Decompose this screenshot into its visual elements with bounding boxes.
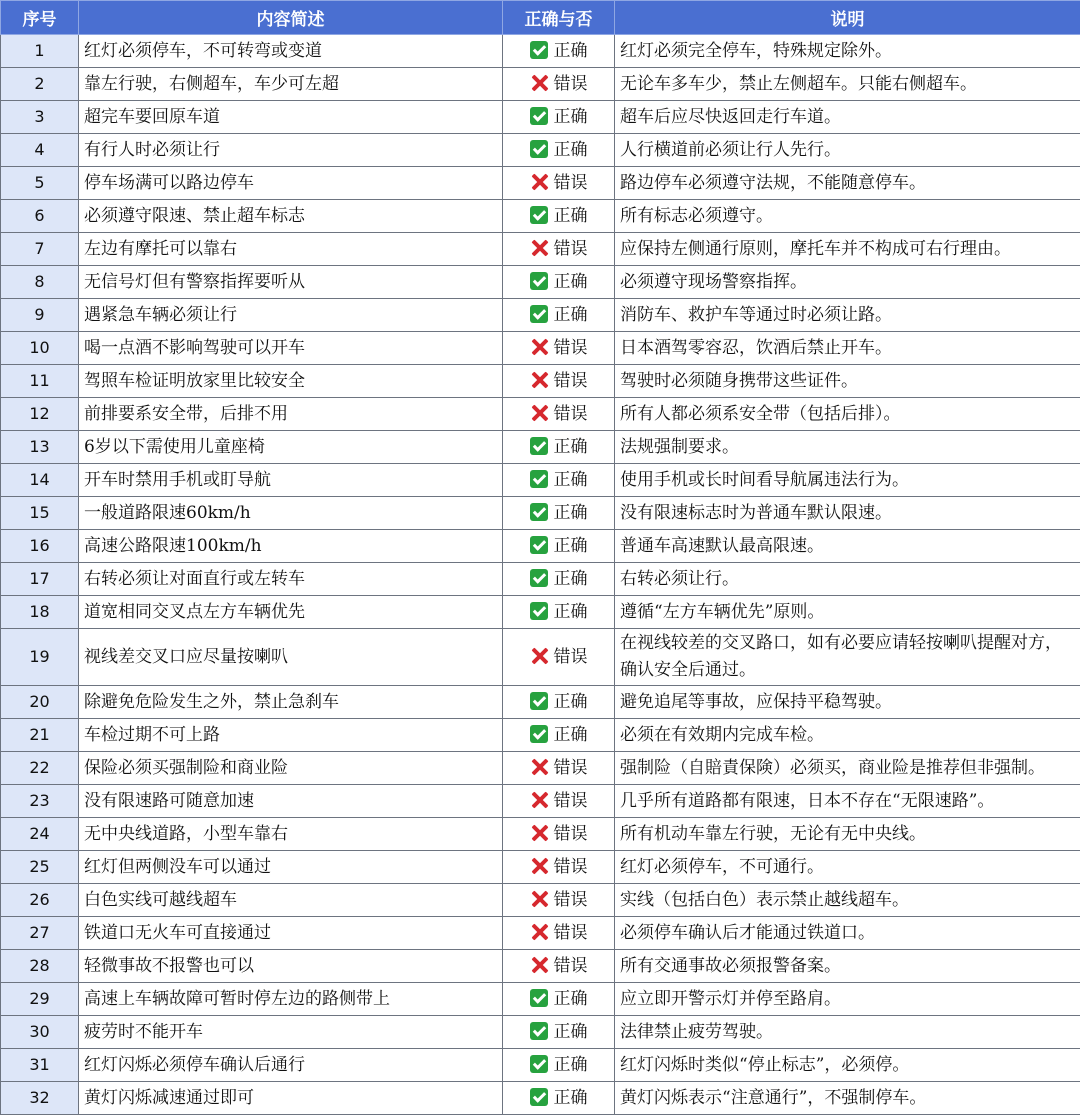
row-note: 法规强制要求。 — [615, 431, 1080, 464]
table-row — [1, 563, 1080, 596]
row-verdict — [503, 167, 615, 200]
row-content: 喝一点酒不影响驾驶可以开车 — [79, 332, 503, 365]
check-mark-icon — [530, 569, 548, 587]
check-mark-icon — [530, 140, 548, 158]
verdict-label: 错误 — [554, 923, 588, 943]
row-note: 所有机动车靠左行驶，无论有无中央线。 — [615, 818, 1080, 851]
check-mark-icon — [530, 305, 548, 323]
row-note: 超车后应尽快返回走行车道。 — [615, 101, 1080, 134]
row-index: 5 — [1, 167, 79, 200]
row-index: 16 — [1, 530, 79, 563]
verdict-label: 正确 — [554, 1022, 588, 1042]
row-note: 黄灯闪烁表示“注意通行”，不强制停车。 — [615, 1082, 1080, 1115]
table-row — [1, 752, 1080, 785]
row-note: 右转必须让行。 — [615, 563, 1080, 596]
row-note: 人行横道前必须让行人先行。 — [615, 134, 1080, 167]
row-verdict — [503, 497, 615, 530]
verdict-label: 错误 — [554, 956, 588, 976]
verdict-label: 正确 — [554, 536, 588, 556]
row-verdict — [503, 233, 615, 266]
cross-mark-icon — [530, 923, 548, 941]
row-content: 前排要系安全带，后排不用 — [79, 398, 503, 431]
row-note: 遵循“左方车辆优先”原则。 — [615, 596, 1080, 629]
row-verdict — [503, 719, 615, 752]
table-row — [1, 1016, 1080, 1049]
table-row — [1, 35, 1080, 68]
row-verdict — [503, 818, 615, 851]
row-note: 应立即开警示灯并停至路肩。 — [615, 983, 1080, 1016]
row-note: 所有人都必须系安全带（包括后排）。 — [615, 398, 1080, 431]
row-verdict — [503, 266, 615, 299]
verdict-label: 正确 — [554, 272, 588, 292]
table-row — [1, 950, 1080, 983]
verdict-label: 正确 — [554, 602, 588, 622]
verdict-label: 错误 — [554, 239, 588, 259]
row-verdict — [503, 917, 615, 950]
check-mark-icon — [530, 602, 548, 620]
row-verdict — [503, 563, 615, 596]
verdict-label: 正确 — [554, 305, 588, 325]
row-index: 7 — [1, 233, 79, 266]
header-index: 序号 — [1, 1, 79, 35]
verdict-label: 正确 — [554, 569, 588, 589]
header-verdict: 正确与否 — [503, 1, 615, 35]
cross-mark-icon — [530, 647, 548, 665]
table-row — [1, 530, 1080, 563]
table-row — [1, 818, 1080, 851]
cross-mark-icon — [530, 404, 548, 422]
row-verdict — [503, 134, 615, 167]
row-index: 19 — [1, 629, 79, 686]
row-verdict — [503, 884, 615, 917]
table-row — [1, 464, 1080, 497]
row-verdict — [503, 1049, 615, 1082]
table-row — [1, 851, 1080, 884]
row-content: 黄灯闪烁减速通过即可 — [79, 1082, 503, 1115]
row-content: 视线差交叉口应尽量按喇叭 — [79, 629, 503, 686]
table-row — [1, 431, 1080, 464]
row-index: 8 — [1, 266, 79, 299]
row-verdict — [503, 200, 615, 233]
verdict-label: 正确 — [554, 725, 588, 745]
row-content: 无中央线道路，小型车靠右 — [79, 818, 503, 851]
table-row — [1, 884, 1080, 917]
row-content: 白色实线可越线超车 — [79, 884, 503, 917]
table-row — [1, 233, 1080, 266]
row-content: 没有限速路可随意加速 — [79, 785, 503, 818]
check-mark-icon — [530, 692, 548, 710]
row-content: 车检过期不可上路 — [79, 719, 503, 752]
cross-mark-icon — [530, 173, 548, 191]
row-content: 高速公路限速100km/h — [79, 530, 503, 563]
row-note: 在视线较差的交叉路口，如有必要应请轻按喇叭提醒对方，确认安全后通过。 — [615, 629, 1080, 686]
verdict-label: 错误 — [554, 791, 588, 811]
verdict-label: 正确 — [554, 692, 588, 712]
row-index: 13 — [1, 431, 79, 464]
row-verdict — [503, 332, 615, 365]
row-index: 6 — [1, 200, 79, 233]
row-note: 所有标志必须遵守。 — [615, 200, 1080, 233]
verdict-label: 正确 — [554, 470, 588, 490]
row-content: 6岁以下需使用儿童座椅 — [79, 431, 503, 464]
table-row — [1, 200, 1080, 233]
row-note: 无论车多车少，禁止左侧超车。只能右侧超车。 — [615, 68, 1080, 101]
row-note: 所有交通事故必须报警备案。 — [615, 950, 1080, 983]
row-note: 没有限速标志时为普通车默认限速。 — [615, 497, 1080, 530]
row-note: 实线（包括白色）表示禁止越线超车。 — [615, 884, 1080, 917]
header-row — [1, 1, 1080, 35]
row-index: 30 — [1, 1016, 79, 1049]
row-content: 靠左行驶，右侧超车，车少可左超 — [79, 68, 503, 101]
row-index: 29 — [1, 983, 79, 1016]
cross-mark-icon — [530, 74, 548, 92]
row-index: 23 — [1, 785, 79, 818]
cross-mark-icon — [530, 791, 548, 809]
row-verdict — [503, 101, 615, 134]
row-index: 28 — [1, 950, 79, 983]
cross-mark-icon — [530, 824, 548, 842]
row-verdict — [503, 785, 615, 818]
table-row — [1, 1049, 1080, 1082]
verdict-label: 正确 — [554, 437, 588, 457]
check-mark-icon — [530, 470, 548, 488]
check-mark-icon — [530, 41, 548, 59]
row-content: 红灯但两侧没车可以通过 — [79, 851, 503, 884]
verdict-label: 错误 — [554, 890, 588, 910]
check-mark-icon — [530, 1088, 548, 1106]
row-verdict — [503, 365, 615, 398]
row-verdict — [503, 431, 615, 464]
check-mark-icon — [530, 107, 548, 125]
cross-mark-icon — [530, 239, 548, 257]
table-body — [1, 35, 1080, 1115]
table-row — [1, 365, 1080, 398]
table-row — [1, 332, 1080, 365]
row-index: 9 — [1, 299, 79, 332]
row-note: 驾驶时必须随身携带这些证件。 — [615, 365, 1080, 398]
row-note: 红灯必须停车，不可通行。 — [615, 851, 1080, 884]
table-row — [1, 983, 1080, 1016]
row-verdict — [503, 68, 615, 101]
verdict-label: 正确 — [554, 140, 588, 160]
row-note: 必须在有效期内完成车检。 — [615, 719, 1080, 752]
verdict-label: 错误 — [554, 647, 588, 667]
row-content: 超完车要回原车道 — [79, 101, 503, 134]
row-content: 除避免危险发生之外，禁止急刹车 — [79, 686, 503, 719]
row-index: 22 — [1, 752, 79, 785]
row-index: 2 — [1, 68, 79, 101]
row-verdict — [503, 398, 615, 431]
row-note: 普通车高速默认最高限速。 — [615, 530, 1080, 563]
row-index: 21 — [1, 719, 79, 752]
verdict-label: 正确 — [554, 503, 588, 523]
row-content: 铁道口无火车可直接通过 — [79, 917, 503, 950]
table-row — [1, 266, 1080, 299]
row-verdict — [503, 752, 615, 785]
verdict-label: 正确 — [554, 41, 588, 61]
row-note: 消防车、救护车等通过时必须让路。 — [615, 299, 1080, 332]
row-index: 20 — [1, 686, 79, 719]
row-note: 红灯闪烁时类似“停止标志”，必须停。 — [615, 1049, 1080, 1082]
check-mark-icon — [530, 1022, 548, 1040]
table-row — [1, 398, 1080, 431]
row-verdict — [503, 851, 615, 884]
row-note: 使用手机或长时间看导航属违法行为。 — [615, 464, 1080, 497]
table-row — [1, 497, 1080, 530]
cross-mark-icon — [530, 956, 548, 974]
verdict-label: 正确 — [554, 1055, 588, 1075]
row-verdict — [503, 299, 615, 332]
check-mark-icon — [530, 536, 548, 554]
row-verdict — [503, 1016, 615, 1049]
row-index: 25 — [1, 851, 79, 884]
row-content: 疲劳时不能开车 — [79, 1016, 503, 1049]
table-row — [1, 629, 1080, 686]
row-index: 4 — [1, 134, 79, 167]
verdict-label: 错误 — [554, 404, 588, 424]
cross-mark-icon — [530, 890, 548, 908]
cross-mark-icon — [530, 758, 548, 776]
row-note: 几乎所有道路都有限速，日本不存在“无限速路”。 — [615, 785, 1080, 818]
row-content: 停车场满可以路边停车 — [79, 167, 503, 200]
header-content: 内容简述 — [79, 1, 503, 35]
table-row — [1, 785, 1080, 818]
row-note: 路边停车必须遵守法规，不能随意停车。 — [615, 167, 1080, 200]
row-content: 红灯闪烁必须停车确认后通行 — [79, 1049, 503, 1082]
table-row — [1, 1082, 1080, 1115]
row-content: 左边有摩托可以靠右 — [79, 233, 503, 266]
row-verdict — [503, 530, 615, 563]
row-index: 11 — [1, 365, 79, 398]
row-content: 遇紧急车辆必须让行 — [79, 299, 503, 332]
row-content: 一般道路限速60km/h — [79, 497, 503, 530]
row-index: 17 — [1, 563, 79, 596]
header-note: 说明 — [615, 1, 1080, 35]
table-row — [1, 101, 1080, 134]
table-row — [1, 917, 1080, 950]
row-content: 高速上车辆故障可暂时停左边的路侧带上 — [79, 983, 503, 1016]
verdict-label: 正确 — [554, 206, 588, 226]
row-verdict — [503, 950, 615, 983]
row-index: 32 — [1, 1082, 79, 1115]
verdict-label: 正确 — [554, 107, 588, 127]
row-content: 轻微事故不报警也可以 — [79, 950, 503, 983]
verdict-label: 错误 — [554, 758, 588, 778]
check-mark-icon — [530, 989, 548, 1007]
row-note: 强制险（自賠責保険）必须买，商业险是推荐但非强制。 — [615, 752, 1080, 785]
row-index: 31 — [1, 1049, 79, 1082]
row-index: 18 — [1, 596, 79, 629]
row-content: 驾照车检证明放家里比较安全 — [79, 365, 503, 398]
row-content: 开车时禁用手机或盯导航 — [79, 464, 503, 497]
row-index: 27 — [1, 917, 79, 950]
table-row — [1, 68, 1080, 101]
table-row — [1, 167, 1080, 200]
row-content: 有行人时必须让行 — [79, 134, 503, 167]
row-index: 14 — [1, 464, 79, 497]
row-verdict — [503, 629, 615, 686]
table-row — [1, 719, 1080, 752]
table-row — [1, 596, 1080, 629]
row-verdict — [503, 596, 615, 629]
row-verdict — [503, 464, 615, 497]
verdict-label: 错误 — [554, 371, 588, 391]
verdict-label: 错误 — [554, 338, 588, 358]
row-note: 红灯必须完全停车，特殊规定除外。 — [615, 35, 1080, 68]
verdict-label: 正确 — [554, 1088, 588, 1108]
check-mark-icon — [530, 206, 548, 224]
cross-mark-icon — [530, 857, 548, 875]
verdict-label: 错误 — [554, 857, 588, 877]
verdict-label: 正确 — [554, 989, 588, 1009]
row-verdict — [503, 1082, 615, 1115]
row-content: 无信号灯但有警察指挥要听从 — [79, 266, 503, 299]
row-index: 26 — [1, 884, 79, 917]
check-mark-icon — [530, 1055, 548, 1073]
row-verdict — [503, 686, 615, 719]
row-content: 右转必须让对面直行或左转车 — [79, 563, 503, 596]
check-mark-icon — [530, 503, 548, 521]
row-index: 24 — [1, 818, 79, 851]
check-mark-icon — [530, 437, 548, 455]
row-content: 红灯必须停车，不可转弯或变道 — [79, 35, 503, 68]
row-verdict — [503, 983, 615, 1016]
row-note: 必须停车确认后才能通过铁道口。 — [615, 917, 1080, 950]
row-note: 避免追尾等事故，应保持平稳驾驶。 — [615, 686, 1080, 719]
row-content: 保险必须买强制险和商业险 — [79, 752, 503, 785]
row-index: 12 — [1, 398, 79, 431]
table-row — [1, 686, 1080, 719]
table-row — [1, 134, 1080, 167]
cross-mark-icon — [530, 371, 548, 389]
row-note: 日本酒驾零容忍，饮酒后禁止开车。 — [615, 332, 1080, 365]
row-note: 应保持左侧通行原则，摩托车并不构成可右行理由。 — [615, 233, 1080, 266]
row-verdict — [503, 35, 615, 68]
check-mark-icon — [530, 725, 548, 743]
row-index: 1 — [1, 35, 79, 68]
row-content: 必须遵守限速、禁止超车标志 — [79, 200, 503, 233]
verdict-label: 错误 — [554, 173, 588, 193]
row-index: 15 — [1, 497, 79, 530]
row-index: 10 — [1, 332, 79, 365]
check-mark-icon — [530, 272, 548, 290]
table-row — [1, 299, 1080, 332]
verdict-label: 错误 — [554, 824, 588, 844]
row-note: 法律禁止疲劳驾驶。 — [615, 1016, 1080, 1049]
row-content: 道宽相同交叉点左方车辆优先 — [79, 596, 503, 629]
row-index: 3 — [1, 101, 79, 134]
cross-mark-icon — [530, 338, 548, 356]
verdict-label: 错误 — [554, 74, 588, 94]
row-note: 必须遵守现场警察指挥。 — [615, 266, 1080, 299]
